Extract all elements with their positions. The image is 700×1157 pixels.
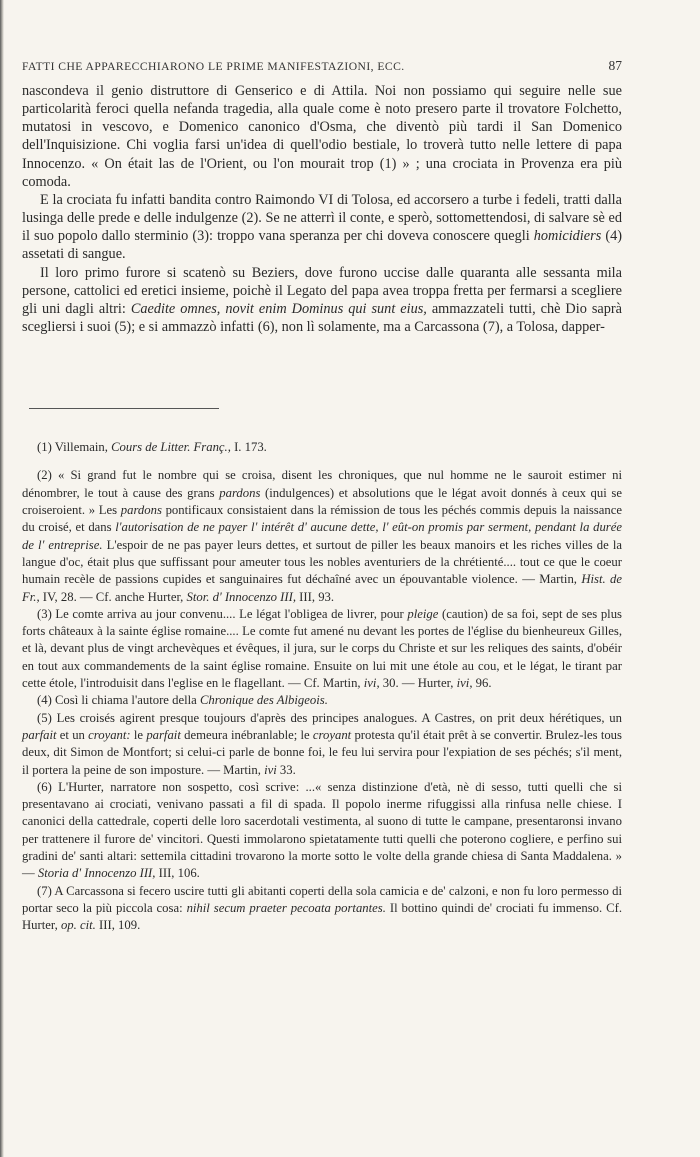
text-run: E la crociata fu infatti bandita contro Raimondo VI di Tolosa, ed accorsero a turbe i fedeli, tratti dalla lusinga delle prede e delle indulgenze (2). Se ne atterrì il conte, e sperò, sottomettendosi, di salvare sè ed il suo popolo dallo sterminio (3): troppo vana speranza per chi doveva conoscere quegli: [22, 191, 622, 245]
text-run: protesta qu'il était prêt à se convertir. Brulez-les tous deux, dit Simon de Montfort; si celui-ci parle de bonne foi, le feu lui servira pour l'expiation de ses péchés; s'il ment, il portera la peine de son imposture. — Martin,: [22, 727, 622, 777]
footnote: [22, 883, 622, 935]
text-run: Il loro primo furore si scatenò su Beziers, dove furono uccise dalle quaranta alle sessanta mila persone, cattolici ed eretici insieme, poichè il Legato del papa avea troppa fretta per fermarsi a scegliere gli uni dagli altri:: [22, 264, 622, 317]
italic-run: parfait: [146, 727, 181, 742]
italic-run: parfait: [22, 727, 57, 742]
footnote: [22, 467, 622, 605]
italic-run: homicidiers: [533, 228, 602, 245]
text-run: 96.: [472, 676, 492, 691]
body-paragraph: [22, 264, 622, 337]
text-run: (3) Le comte arriva au jour convenu.... Le légat l'obligea de livrer, pour: [37, 606, 408, 621]
footnote: [22, 606, 622, 692]
text-run: pontificaux consistaient dans la rémission de tous les péchés commis depuis la naissance du croisé, et dans: [22, 503, 622, 535]
text-run: ammazzateli tutti, chè Dio saprà scegliersi i suoi (5); e si ammazzò infatti (6), non lì solamente, ma a Carcassona (7), a Tolosa, dapper-: [22, 300, 622, 336]
italic-run: ivi,: [456, 676, 473, 691]
text-run: (7) A Carcassona si fecero uscire tutti gli abitanti coperti della sola camicia e de' calzoni, e non fu loro permesso di portar seco la più piccola cosa:: [22, 883, 622, 915]
footnotes: [22, 439, 622, 934]
footnote: [22, 710, 622, 779]
italic-run: pleige: [407, 606, 439, 621]
text-run: 33.: [276, 762, 296, 777]
italic-run: nihil secum praeter pecoata portantes.: [186, 900, 386, 915]
text-run: (4) Così li chiama l'autore della: [37, 693, 200, 708]
italic-run: Cours de Litter. Franç.,: [111, 440, 231, 455]
text-run: (indulgences) et absolutions que le légat avoit donnés à ceux qui se croiseroient. » Les: [22, 485, 622, 518]
italic-run: Stor. d' Innocenzo III,: [186, 589, 296, 604]
text-run: (6) L'Hurter, narratore non sospetto, così scrive: ...« senza distinzione d'età, nè di sesso, tutti quelli che si presentavano ai crociati, venivano passati a fil di spada. Il popolo inerme rifuggissi alla rinfusa nelle chiese. I canonici della cattedrale, coperti delle loro sacerdotali vestimenta, al suono di tutte le campane, presentaronsi invano per trattenere il furore de' vincitori. Questi immolarono spietatamente tutti quelli che poterono cogliere, e perfino sui gradini de' santi altari: settemila cittadini trovarono la morte sotto le volte della grande chiesa di Santa Maddalena. » —: [22, 779, 622, 881]
body-paragraph: [22, 191, 622, 264]
body-paragraph: [22, 82, 622, 191]
text-run: (caution) de sa foi, sept de ses plus forts châteaux à la sainte église romaine.... Le comte fut amené nu devant les portes de l'église du bienheureux Gilles, et là, devant plus de vingt archevèques et évêques, il jura, sur le corps du Christe et sur les reliques des saints, d'obéir en tout aux commandements de la saint église romaine. Ensuite on lui mit une étole au cou, et le légat, le tirant par cette étole, l'introduisit dans l'eglise en le flagellant. — Cf. Martin,: [22, 606, 622, 691]
text-run: (4) assetati di sangue.: [22, 228, 622, 263]
italic-run: Hist. de Fr.,: [22, 572, 622, 604]
italic-run: ivi,: [363, 676, 380, 691]
running-title: FATTI CHE APPARECCHIARONO LE PRIME MANIFESTAZIONI, ECC.: [22, 60, 405, 73]
text-run: III, 93.: [296, 589, 335, 604]
footnote-separator: [29, 408, 219, 409]
text-run: L'espoir de ne pas payer leurs dettes, et surtout de piller les beaux manoirs et les riches villes de la langue d'oc, était plus que suffissant pour ameuter tous les nobles aventuriers de la chrétienté.... tout ce que le coeur humain recèle de passions cupides et sanguinaires fut déchaîné avec un épouvantable violence. — Martin,: [22, 537, 622, 587]
text-run: et un: [56, 727, 89, 742]
italic-run: l'autorisation de ne payer l' intérêt d' aucune dette, l' eût-on promis par serment, pendant la durée de l' entreprise.: [22, 520, 622, 552]
text-run: (5) Les croisés agirent presque toujours d'après des principes analogues. A Castres, on prit deux hérétiques, un: [37, 710, 622, 725]
text-run: 30. — Hurter,: [379, 676, 457, 691]
footnote: [22, 692, 622, 709]
text-run: I. 173.: [230, 440, 267, 455]
text-run: (1) Villemain,: [37, 440, 112, 455]
page-number: 87: [608, 58, 622, 73]
text-run: III, 109.: [95, 918, 141, 933]
footnote: [22, 439, 622, 456]
text-run: (2) « Si grand fut le nombre qui se croisa, disent les chroniques, que nul homme ne le sauroit estimer ni dénombrer, le tout à cause des grans: [22, 468, 622, 500]
italic-run: pardons: [120, 503, 162, 518]
italic-run: Chronique des Albigeois.: [199, 693, 328, 708]
book-page: [22, 58, 622, 935]
italic-run: op. cit.: [60, 918, 96, 933]
text-run: demeura inébranlable; le: [180, 727, 313, 742]
italic-run: pardons: [219, 485, 261, 500]
text-run: III, 106.: [155, 866, 200, 881]
text-run: Il bottino quindi de' crociati fu immenso. Cf. Hurter,: [22, 900, 622, 933]
italic-run: ivi: [264, 762, 277, 777]
italic-run: Caedite omnes, novit enim Dominus qui sunt eius,: [130, 300, 427, 317]
italic-run: croyant: [312, 727, 352, 742]
footnote: [22, 779, 622, 883]
page-binding-edge: [0, 0, 4, 1157]
italic-run: Storia d' Innocenzo III,: [37, 866, 156, 881]
text-run: nascondeva il genio distruttore di Genserico e di Attila. Noi non possiamo qui seguire nelle sue particolarità feroci quella nefanda tragedia, alla quale come è noto presero parte il trovatore Folchetto, mutatosi in vescovo, e Domenico canonico d'Osma, che diventò più tardi il San Domenico dell'Inquisizione. Chi voglia farsi un'idea di quell'odio bestiale, lo troverà tutto nelle lettere di papa Innocenzo. « On était las de l'Orient, ou l'on mourait trop (1) » ; una crociata in Provenza era più comoda.: [22, 83, 622, 190]
text-run: le: [130, 727, 147, 742]
main-text: [22, 82, 622, 336]
page-header: [22, 58, 622, 74]
text-run: IV, 28. — Cf. anche Hurter,: [39, 589, 187, 604]
italic-run: croyant:: [88, 727, 131, 742]
